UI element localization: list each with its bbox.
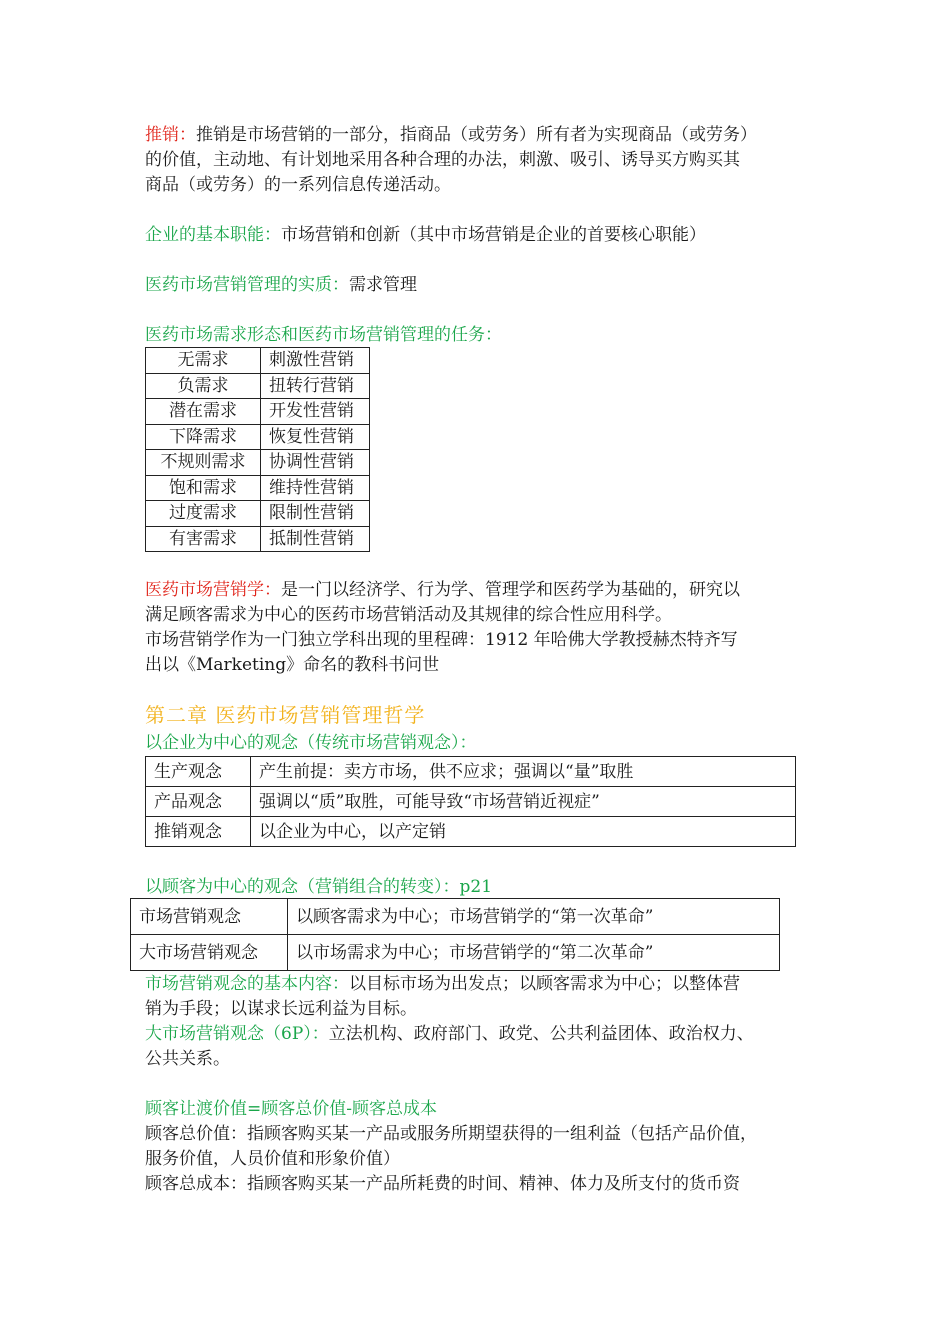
marketing-science-line2: 满足顾客需求为中心的医药市场营销活动及其规律的综合性应用科学。 bbox=[145, 605, 672, 625]
table-cell-value: 刺激性营销 bbox=[261, 348, 370, 374]
customer-total-value-line2: 服务价值，人员价值和形象价值） bbox=[145, 1149, 400, 1169]
customer-table-row bbox=[131, 899, 780, 935]
demand-table-row bbox=[146, 424, 370, 450]
demand-table-row bbox=[146, 475, 370, 501]
table-cell-label: 大市场营销观念 bbox=[131, 935, 288, 971]
table-cell-value: 恢复性营销 bbox=[261, 424, 370, 450]
demand-table-row bbox=[146, 348, 370, 374]
paragraph-basic-function bbox=[145, 223, 815, 248]
term-mega-marketing: 大市场营销观念（6P）： bbox=[145, 1024, 329, 1044]
tuixiao-line2: 的价值，主动地、有计划地采用各种合理的办法，刺激、吸引、诱导买方购买其 bbox=[145, 150, 740, 170]
marketing-science-line1: 是一门以经济学、行为学、管理学和医药学为基础的，研究以 bbox=[281, 580, 740, 600]
paragraph-management-essence bbox=[145, 273, 815, 298]
demand-table bbox=[145, 347, 370, 552]
marketing-concept-line1: 以目标市场为出发点；以顾客需求为中心；以整体营 bbox=[349, 974, 740, 994]
table-cell-value: 协调性营销 bbox=[261, 450, 370, 476]
chapter-title: 第二章 医药市场营销管理哲学 bbox=[145, 703, 426, 727]
mega-marketing-line2: 公共关系。 bbox=[145, 1049, 230, 1069]
demand-table-row bbox=[146, 399, 370, 425]
marketing-science-line4: 出以《Marketing》命名的教科书问世 bbox=[145, 655, 440, 675]
enterprise-table-row bbox=[146, 787, 796, 817]
term-tuixiao: 推销 bbox=[145, 125, 179, 145]
table-cell-label: 无需求 bbox=[146, 348, 261, 374]
enterprise-concept-table bbox=[145, 756, 796, 847]
paragraph-marketing-concept-content bbox=[145, 972, 815, 997]
table-cell-value: 以市场需求为中心；市场营销学的“第二次革命” bbox=[288, 935, 780, 971]
table-cell-value: 开发性营销 bbox=[261, 399, 370, 425]
customer-total-value-line1: 顾客总价值：指顾客购买某一产品或服务所期望获得的一组利益（包括产品价值， bbox=[145, 1124, 757, 1144]
mega-marketing-line1: 立法机构、政府部门、政党、公共利益团体、政治权力、 bbox=[328, 1024, 754, 1044]
table-cell-label: 饱和需求 bbox=[146, 475, 261, 501]
paragraph-mega-marketing bbox=[145, 1022, 815, 1047]
basic-function-text: 市场营销和创新（其中市场营销是企业的首要核心职能） bbox=[281, 225, 706, 245]
heading-customer-centered: 以顾客为中心的观念（营销组合的转变）：p21 bbox=[145, 877, 493, 897]
marketing-science-line3: 市场营销学作为一门独立学科出现的里程碑：1912 年哈佛大学教授赫杰特齐写 bbox=[145, 630, 738, 650]
table-cell-label: 市场营销观念 bbox=[131, 899, 288, 935]
demand-table-row bbox=[146, 526, 370, 552]
tuixiao-line1-text: 推销是市场营销的一部分，指商品（或劳务）所有者为实现商品（或劳务） bbox=[196, 125, 757, 145]
enterprise-table-row bbox=[146, 817, 796, 847]
table-cell-value: 强调以“质”取胜，可能导致“市场营销近视症” bbox=[251, 787, 796, 817]
heading-customer-delivered-value: 顾客让渡价值=顾客总价值-顾客总成本 bbox=[145, 1099, 437, 1119]
enterprise-table-row bbox=[146, 757, 796, 787]
customer-concept-table bbox=[130, 898, 780, 971]
term-management-essence: 医药市场营销管理的实质： bbox=[145, 275, 349, 295]
table-cell-value: 维持性营销 bbox=[261, 475, 370, 501]
term-marketing-concept-content: 市场营销观念的基本内容： bbox=[145, 974, 349, 994]
table-cell-label: 生产观念 bbox=[146, 757, 251, 787]
table-cell-label: 推销观念 bbox=[146, 817, 251, 847]
table-cell-value: 产生前提：卖方市场，供不应求；强调以“量”取胜 bbox=[251, 757, 796, 787]
term-separator: ： bbox=[179, 125, 196, 145]
tuixiao-line3: 商品（或劳务）的一系列信息传递活动。 bbox=[145, 175, 451, 195]
demand-table-row bbox=[146, 501, 370, 527]
paragraph-tuixiao bbox=[145, 123, 815, 148]
demand-table-row bbox=[146, 450, 370, 476]
table-cell-value: 抵制性营销 bbox=[261, 526, 370, 552]
table-cell-value: 扭转行营销 bbox=[261, 373, 370, 399]
table-cell-label: 潜在需求 bbox=[146, 399, 261, 425]
table-cell-label: 有害需求 bbox=[146, 526, 261, 552]
management-essence-text: 需求管理 bbox=[349, 275, 417, 295]
customer-total-cost-line1: 顾客总成本：指顾客购买某一产品所耗费的时间、精神、体力及所支付的货币资 bbox=[145, 1174, 740, 1194]
term-basic-function: 企业的基本职能： bbox=[145, 225, 281, 245]
table-cell-value: 以企业为中心，以产定销 bbox=[251, 817, 796, 847]
table-cell-value: 以顾客需求为中心；市场营销学的“第一次革命” bbox=[288, 899, 780, 935]
heading-enterprise-centered: 以企业为中心的观念（传统市场营销观念）： bbox=[145, 733, 477, 753]
term-marketing-science: 医药市场营销学： bbox=[145, 580, 281, 600]
marketing-concept-line2: 销为手段；以谋求长远利益为目标。 bbox=[145, 999, 417, 1019]
table-cell-value: 限制性营销 bbox=[261, 501, 370, 527]
customer-table-row bbox=[131, 935, 780, 971]
table-cell-label: 下降需求 bbox=[146, 424, 261, 450]
table-cell-label: 过度需求 bbox=[146, 501, 261, 527]
paragraph-marketing-science bbox=[145, 578, 815, 603]
table-cell-label: 不规则需求 bbox=[146, 450, 261, 476]
table-cell-label: 产品观念 bbox=[146, 787, 251, 817]
demand-table-row bbox=[146, 373, 370, 399]
heading-demand-forms: 医药市场需求形态和医药市场营销管理的任务： bbox=[145, 325, 502, 345]
table-cell-label: 负需求 bbox=[146, 373, 261, 399]
